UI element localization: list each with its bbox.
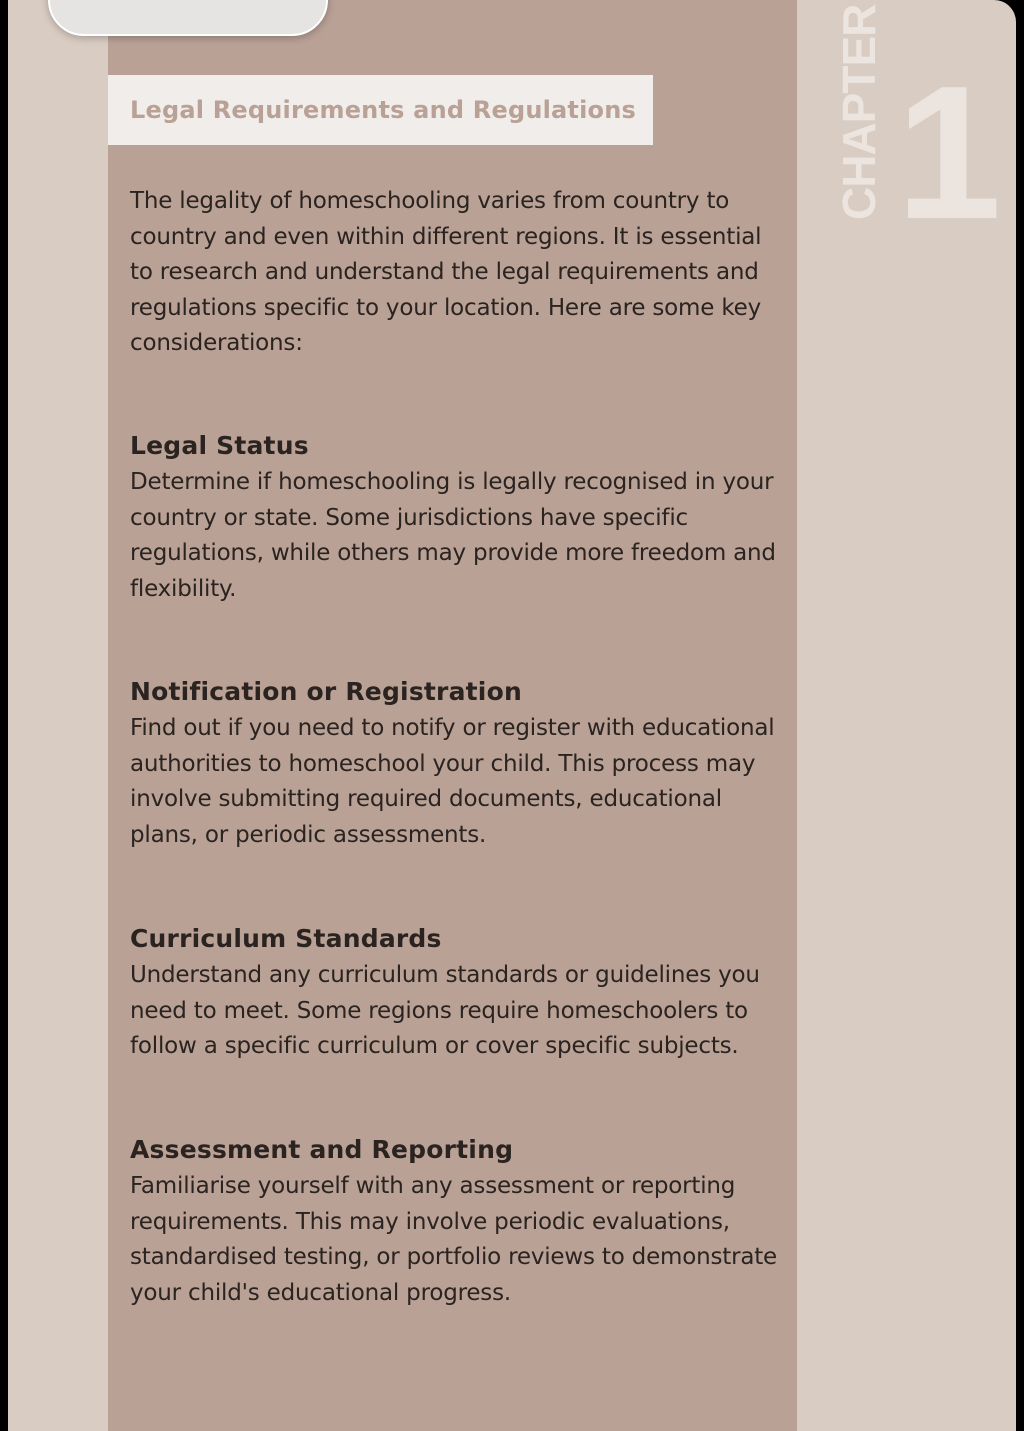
section-notification-registration — [130, 673, 780, 853]
section-heading: Assessment and Reporting — [130, 1135, 514, 1164]
section-curriculum-standards — [130, 920, 780, 1065]
chapter-marker — [833, 4, 1002, 259]
page-title: Legal Requirements and Regulations — [130, 96, 636, 124]
section-assessment-reporting — [130, 1131, 780, 1311]
section-body: Understand any curriculum standards or guidelines you need to meet. Some regions require homeschoolers to follow a specific curriculum or cover specific subjects. — [130, 962, 760, 1059]
top-overlay-pill[interactable] — [48, 0, 328, 36]
intro-paragraph: The legality of homeschooling varies from country to country and even within different regions. It is essential to research and understand the legal requirements and regulations specific to your location. Here are some key considerations: — [130, 188, 762, 356]
section-body: Determine if homeschooling is legally recognised in your country or state. Some jurisdictions have specific regulations, while others may provide more freedom and flexibility. — [130, 469, 776, 602]
title-box — [108, 75, 653, 145]
section-body: Find out if you need to notify or register with educational authorities to homeschool your child. This process may involve submitting required documents, educational plans, or periodic assessments. — [130, 715, 775, 848]
document-page — [8, 0, 1016, 1431]
section-heading: Curriculum Standards — [130, 924, 442, 953]
section-heading: Legal Status — [130, 431, 309, 460]
chapter-number: 1 — [896, 47, 1002, 259]
chapter-label: CHAPTER — [833, 4, 885, 220]
section-body: Familiarise yourself with any assessment or reporting requirements. This may involve periodic evaluations, standardised testing, or portfolio reviews to demonstrate your child's educational progress. — [130, 1173, 778, 1306]
section-heading: Notification or Registration — [130, 677, 522, 706]
section-legal-status — [130, 427, 780, 607]
